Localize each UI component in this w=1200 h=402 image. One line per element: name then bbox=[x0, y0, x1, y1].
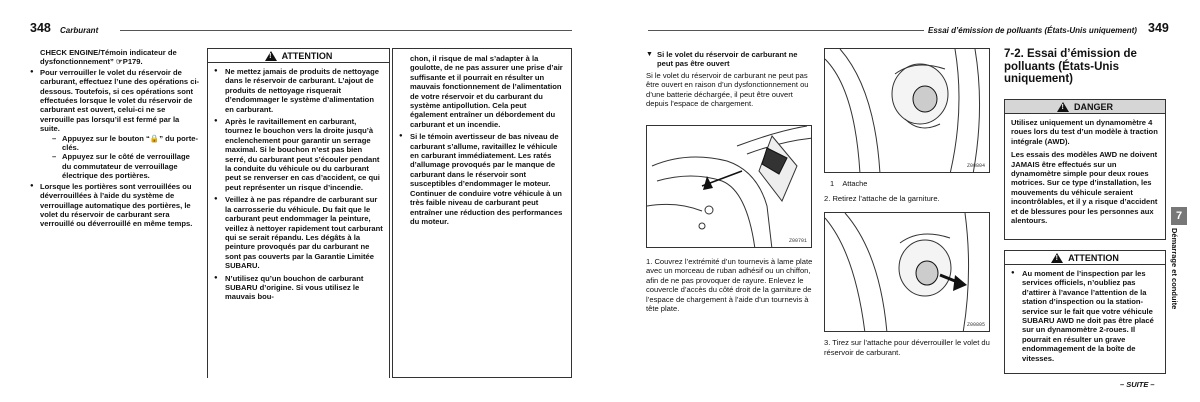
attention-header: ! ATTENTION bbox=[208, 49, 389, 63]
figure-caption: 1 Attache bbox=[830, 179, 868, 188]
step-3: 3. Tirez sur l’attache pour déverrouiller le volet du réservoir de carburant. bbox=[824, 338, 990, 357]
figure-cargo-trim bbox=[646, 125, 812, 248]
subhead: ▼ Si le volet du réservoir de carburant ne peut pas être ouvert bbox=[646, 50, 798, 69]
danger-header: ! DANGER bbox=[1005, 100, 1165, 114]
right-attention-box bbox=[1004, 250, 1166, 374]
list-item: ● Pour verrouiller le volet du réservoir de carburant, effectuez l’une des opérations ci-dessous. Toutefois, si ces opérations sont effectuées lorsque le volet du réservoir de carburant est ouvert, celui-ci ne se verrouille pas lorsqu’il est fermé par la suite. – Appuyez sur le bouton “🔒” du porte-clés. – Appuyez sur le côté de verrouillage du commutateur de verrouillage électrique des portières. bbox=[30, 68, 200, 181]
attention-item: ● Veillez à ne pas répandre de carburant sur la carrosserie du véhicule. Du fait que le carburant peut endommager la peinture, veillez à nettoyer rapidement tout carburant qui se serait répandu. Les dégâts à la peinture provoqués par du carburant ne sont pas couverts par la Garantie Limitée SUBARU. bbox=[214, 195, 383, 270]
danger-box bbox=[1004, 99, 1166, 240]
warning-triangle-icon bbox=[1051, 253, 1063, 263]
figure-code: Z00805 bbox=[966, 322, 985, 328]
check-engine-ref: CHECK ENGINE/Témoin indicateur de dysfonctionnement” ☞P179. bbox=[40, 48, 177, 67]
attention-item: ● Au moment de l’inspection par les services officiels, n’oubliez pas d’attirer à l’avance l’attention de la station d’inspection ou la station-service sur le fait que votre véhicule SUBARU AWD ne doit pas être placé sur un dynamomètre 2-roues. Il pourrait en résulter un grave endommagement de la boîte de vitesses. bbox=[1011, 269, 1159, 363]
attention-item: ● Après le ravitaillement en carburant, tournez le bouchon vers la droite jusqu’à enclenchement pour garantir un serrage maximal. Si le bouchon n’est pas bien serré, du carburant peut s’écouler pendant la conduite du véhicule ou du carburant peut se renverser en cas d’accident, ce qui peut représenter un risque d’incendie. bbox=[214, 117, 383, 192]
danger-paragraph: Les essais des modèles AWD ne doivent JAMAIS être effectués sur un dynamomètre simple pour deux roues motrices. Sur ce type d’installation, les mouvements du véhicule seraient incontrôlables, et il y a risque d’accident et de blessures pour les personnes aux alentours. bbox=[1011, 150, 1158, 226]
right-col-text bbox=[646, 50, 814, 109]
danger-paragraph: Utilisez uniquement un dynamomètre 4 roues lors du test d’un modèle à traction intégrale (AWD). bbox=[1011, 118, 1158, 146]
intro-paragraph: Si le volet du réservoir de carburant ne peut pas être ouvert en raison d’un dysfonctionnement ou d’une batterie déchargée, il peut être ouvert depuis l’espace de chargement. bbox=[646, 70, 809, 109]
list-item: ● Lorsque les portières sont verrouillées ou déverrouillées à l’aide du système de verrouillage automatique des portières, le volet du réservoir de carburant sera verrouillé ou déverrouillé en même temps. bbox=[30, 182, 200, 229]
attention-item-continued: chon, il risque de mal s’adapter à la goulotte, de ne pas assurer une prise d’air suffisante et il pourrait en résulter un mauvais fonctionnement de l’alimentation de votre réservoir et du carburant du système antipollution. Cela peut également entraîner un débordement du carburant et un incendie. bbox=[410, 54, 563, 129]
figure-code: Z00804 bbox=[966, 163, 985, 169]
section-title: 7-2. Essai d’émission de polluants (États-Unis uniquement) bbox=[1004, 48, 1137, 85]
attention-header: ! ATTENTION bbox=[1005, 251, 1165, 265]
left-col-text bbox=[30, 48, 200, 230]
step-1: 1. Couvrez l’extrémité d’un tournevis à lame plate avec un morceau de ruban adhésif ou un chiffon, afin de ne pas provoquer de rayure. Enlevez le couvercle d’accès du côté droit de la garniture de l’espace de chargement à l’aide d’un tournevis à tête plate. bbox=[646, 257, 813, 314]
attention-item: ● Si le témoin avertisseur de bas niveau de carburant s’allume, ravitaillez le véhicule en carburant immédiatement. Les ratés d’allumage provoqués par le manque de carburant dans le réservoir sont susceptibles d’endommager le moteur. Continuer de conduire votre véhicule à un très faible niveau de carburant peut entraîner une réduction des performances du moteur. bbox=[399, 132, 565, 226]
warning-triangle-icon bbox=[1057, 102, 1069, 112]
chapter-tab: 7 bbox=[1171, 207, 1187, 225]
left-attention-box-continued bbox=[392, 48, 572, 378]
step-2: 2. Retirez l’attache de la garniture. bbox=[824, 194, 940, 203]
cargo-trim-illustration bbox=[647, 126, 812, 248]
left-page-section: Carburant bbox=[60, 26, 99, 35]
sub-item: – Appuyez sur le côté de verrouillage du commutateur de verrouillage électrique des portières. bbox=[40, 152, 200, 180]
sub-item: – Appuyez sur le bouton “🔒” du porte-clés. bbox=[40, 134, 200, 153]
pull-attache-illustration bbox=[825, 213, 990, 332]
right-page-section: Essai d’émission de polluants (États-Unis uniquement) bbox=[928, 26, 1137, 35]
figure-code: Z00701 bbox=[788, 238, 807, 244]
attache-illustration bbox=[825, 49, 990, 173]
warning-triangle-icon bbox=[265, 51, 277, 61]
figure-pull-attache bbox=[824, 212, 990, 332]
suite-label: – SUITE – bbox=[1120, 380, 1155, 389]
left-attention-box bbox=[207, 48, 390, 378]
figure-attache bbox=[824, 48, 990, 173]
attention-item: ● Ne mettez jamais de produits de nettoyage dans le réservoir de carburant. L’ajout de produits de nettoyage risquerait d’endommager le système d’alimentation en carburant. bbox=[214, 67, 383, 114]
left-page-number: 348 bbox=[30, 21, 51, 35]
left-header-rule bbox=[120, 30, 572, 31]
right-header-rule bbox=[648, 30, 924, 31]
right-page-number: 349 bbox=[1148, 21, 1169, 35]
attention-item: ● N’utilisez qu’un bouchon de carburant SUBARU d’origine. Si vous utilisez le mauvais bou- bbox=[214, 274, 383, 302]
chapter-side-label: Démarrage et conduite bbox=[1170, 228, 1179, 310]
